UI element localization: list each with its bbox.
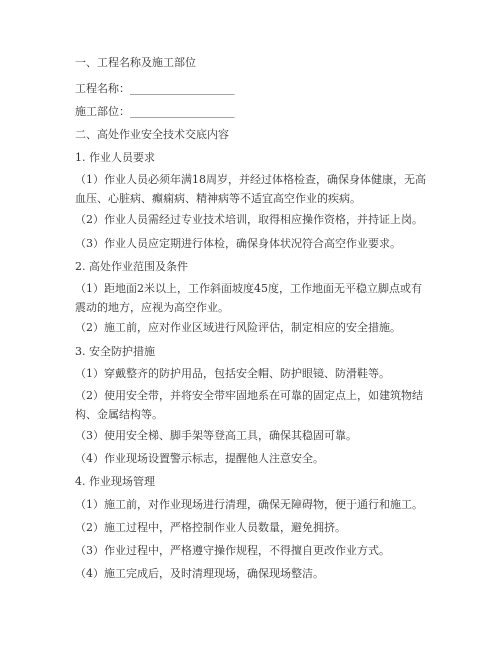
list-item: （1）施工前，对作业现场进行清理，确保无障碍物，便于通行和施工。 [75,498,423,511]
section-heading-project: 一、工程名称及施工部位 [75,56,196,69]
list-item: （4）作业现场设置警示标志，提醒他人注意安全。 [75,452,324,465]
project-name-field: 工程名称：___________________ [75,82,235,95]
list-item: （2）使用安全带，并将安全带牢固地系在可靠的固定点上，如建筑物结构、金属结构等。 [75,389,423,421]
list-item: （2）施工过程中，严格控制作业人员数量，避免拥挤。 [75,521,346,534]
list-item: （3）作业人员应定期进行体检，确保身体状况符合高空作业要求。 [75,237,401,250]
subsection-title-personnel: 1. 作业人员要求 [75,151,155,164]
list-item: （2）作业人员需经过专业技术培训，取得相应操作资格，并持证上岗。 [75,213,423,226]
list-item: （1）作业人员必须年满18周岁，并经过体格检查，确保身体健康，无高血压、心脏病、癫痫病、精神病等不适宜高空作业的疾病。 [75,173,426,205]
list-item: （1）穿戴整齐的防护用品，包括安全帽、防护眼镜、防滑鞋等。 [75,367,390,380]
subsection-title-protection: 3. 安全防护措施 [75,345,155,358]
subsection-title-scope: 2. 高处作业范围及条件 [75,260,188,273]
list-item: （3）作业过程中，严格遵守操作规程，不得擅自更改作业方式。 [75,544,390,557]
section-heading-safety: 二、高处作业安全技术交底内容 [75,128,229,141]
list-item: （3）使用安全梯、脚手架等登高工具，确保其稳固可靠。 [75,429,357,442]
construction-site-field: 施工部位：___________________ [75,105,235,118]
list-item: （4）施工完成后，及时清理现场，确保现场整洁。 [75,567,324,580]
subsection-title-site-management: 4. 作业现场管理 [75,475,155,488]
list-item: （2）施工前，应对作业区域进行风险评估，制定相应的安全措施。 [75,321,401,334]
list-item: （1）距地面2米以上，工作斜面坡度45度，工作地面无平稳立脚点或有震动的地方，应视为高空作业。 [75,282,422,314]
